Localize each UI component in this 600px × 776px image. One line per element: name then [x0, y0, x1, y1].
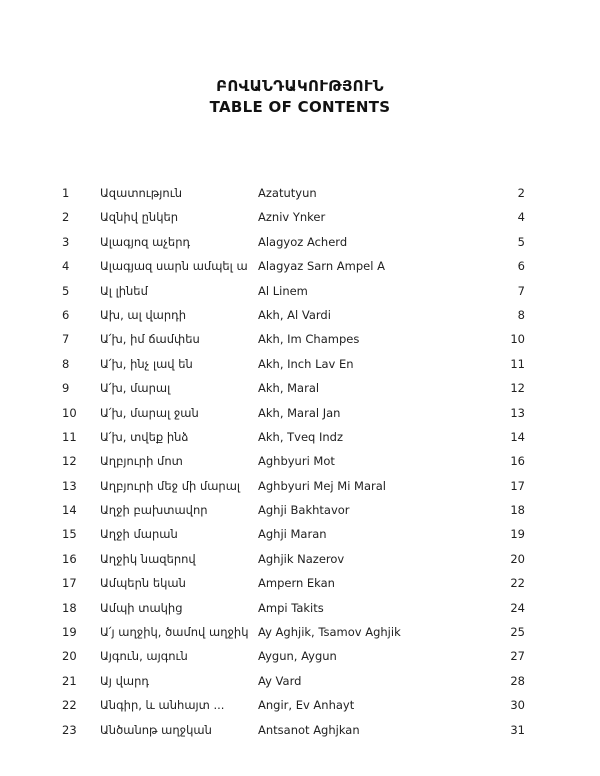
entry-number: 17 — [62, 576, 77, 591]
entry-number: 18 — [62, 600, 77, 615]
entry-title-transliteration: Akh, Maral Jan — [258, 405, 341, 420]
toc-entry-row — [62, 479, 525, 503]
entry-page-number: 18 — [510, 503, 525, 518]
entry-number: 8 — [62, 356, 70, 371]
entry-title-transliteration: Ay Vard — [258, 673, 302, 688]
entry-page-number: 10 — [510, 332, 525, 347]
entry-page-number: 6 — [517, 259, 525, 274]
toc-entry-row — [62, 357, 525, 381]
entry-title-transliteration: Aghbyuri Mej Mi Maral — [258, 478, 386, 493]
entry-number: 22 — [62, 698, 77, 713]
entry-number: 5 — [62, 283, 70, 298]
entry-page-number: 11 — [510, 356, 525, 371]
toc-entry-row — [62, 430, 525, 454]
entry-title-armenian: Այ վարդ — [100, 673, 149, 688]
entry-title-transliteration: Ay Aghjik, Tsamov Aghjik — [258, 625, 401, 640]
entry-title-armenian: Ա՛խ, ինչ լավ են — [100, 356, 193, 371]
entry-page-number: 4 — [517, 210, 525, 225]
entry-title-transliteration: Aghjik Nazerov — [258, 551, 345, 566]
entry-title-armenian: Ա՛խ, մարալ — [100, 381, 171, 396]
entry-title-transliteration: Alagyoz Acherd — [258, 234, 348, 249]
entry-number: 3 — [62, 234, 70, 249]
entry-title-armenian: Աղջի բախտավոր — [100, 503, 208, 518]
entry-title-armenian: Ազատություն — [100, 186, 182, 200]
entry-page-number: 19 — [510, 527, 525, 542]
entry-title-armenian: Ամպերն եկան — [100, 576, 186, 591]
entry-title-armenian: Ալագյազ սարն ամպել ա — [100, 259, 248, 274]
entry-title-transliteration: Angir, Ev Anhayt — [258, 698, 355, 713]
entry-number: 6 — [62, 307, 70, 322]
entry-number: 4 — [62, 259, 70, 274]
entry-title-armenian: Ազնիվ ընկեր — [100, 210, 179, 225]
toc-entry-row — [62, 674, 525, 698]
entry-page-number: 13 — [510, 405, 525, 420]
toc-entry-row — [62, 576, 525, 600]
toc-entry-row — [62, 332, 525, 356]
toc-entry-row — [62, 552, 525, 576]
entry-title-armenian: Անծանոթ աղջկան — [100, 722, 212, 737]
entry-number: 14 — [62, 503, 77, 518]
entry-title-transliteration: Akh, Al Vardi — [258, 307, 331, 322]
entry-title-transliteration: Aghji Bakhtavor — [258, 503, 350, 518]
entry-page-number: 12 — [510, 381, 525, 396]
toc-list — [62, 186, 525, 747]
toc-entry-row — [62, 186, 525, 210]
entry-page-number: 16 — [510, 454, 525, 469]
entry-title-armenian: Ա՛խ, մարալ ջան — [100, 405, 199, 420]
toc-title-english: TABLE OF CONTENTS — [209, 98, 391, 116]
entry-number: 19 — [62, 625, 77, 640]
entry-title-armenian: Աղբյուրի մեջ մի մարալ — [100, 478, 241, 493]
entry-page-number: 8 — [517, 307, 525, 322]
entry-number: 11 — [62, 429, 77, 444]
entry-title-armenian: Անգիր, և անհայտ ... — [100, 698, 225, 713]
entry-title-transliteration: Akh, Im Champes — [258, 332, 360, 347]
entry-page-number: 30 — [510, 698, 525, 713]
toc-entry-row — [62, 625, 525, 649]
entry-title-transliteration: Akh, Tveq Indz — [258, 429, 344, 444]
toc-header — [0, 76, 600, 118]
toc-entry-row — [62, 649, 525, 673]
entry-page-number: 31 — [510, 722, 525, 737]
entry-title-armenian: Այգուն, այգուն — [100, 649, 188, 664]
toc-entry-row — [62, 284, 525, 308]
toc-title-armenian: ԲՈՎԱՆԴԱԿՈՒԹՅՈՒՆ — [216, 77, 384, 95]
toc-entry-row — [62, 259, 525, 283]
entry-title-armenian: Ալ լինեմ — [100, 283, 148, 298]
entry-page-number: 24 — [510, 600, 525, 615]
toc-entry-row — [62, 527, 525, 551]
entry-title-armenian: Ա՛խ, տվեք ինձ — [100, 429, 189, 444]
entry-title-transliteration: Ampern Ekan — [258, 576, 335, 591]
entry-page-number: 5 — [517, 234, 525, 249]
entry-title-transliteration: Aghbyuri Mot — [258, 454, 335, 469]
entry-title-armenian: Աղբյուրի մոտ — [100, 454, 183, 469]
entry-page-number: 7 — [517, 283, 525, 298]
toc-entry-row — [62, 210, 525, 234]
entry-title-transliteration: Al Linem — [258, 283, 308, 298]
entry-page-number: 20 — [510, 551, 525, 566]
entry-number: 9 — [62, 381, 70, 396]
toc-entry-row — [62, 601, 525, 625]
entry-number: 1 — [62, 186, 70, 200]
toc-entry-row — [62, 698, 525, 722]
entry-title-transliteration: Antsanot Aghjkan — [258, 722, 360, 737]
entry-page-number: 17 — [510, 478, 525, 493]
entry-number: 16 — [62, 551, 77, 566]
toc-entry-row — [62, 406, 525, 430]
entry-title-transliteration: Akh, Inch Lav En — [258, 356, 354, 371]
entry-number: 10 — [62, 405, 77, 420]
entry-number: 21 — [62, 673, 77, 688]
toc-entry-row — [62, 381, 525, 405]
entry-page-number: 25 — [510, 625, 525, 640]
entry-title-armenian: Ամպի տակից — [100, 600, 183, 615]
entry-title-transliteration: Aygun, Aygun — [258, 649, 337, 664]
entry-title-armenian: Աղջիկ նազերով — [100, 551, 196, 566]
entry-title-transliteration: Akh, Maral — [258, 381, 320, 396]
entry-number: 13 — [62, 478, 77, 493]
entry-title-armenian: Ա՛խ, իմ ճամփես — [100, 332, 200, 347]
entry-title-armenian: Աղջի մարան — [100, 527, 178, 542]
entry-title-armenian: Ա՛յ աղջիկ, ծամով աղջիկ — [100, 625, 249, 640]
entry-title-armenian: Ախ, ալ վարդի — [100, 307, 187, 322]
toc-entry-row — [62, 503, 525, 527]
entry-title-transliteration: Azniv Ynker — [258, 210, 326, 225]
entry-number: 7 — [62, 332, 70, 347]
entry-page-number: 14 — [510, 429, 525, 444]
entry-title-transliteration: Alagyaz Sarn Ampel A — [258, 259, 385, 274]
entry-number: 20 — [62, 649, 77, 664]
entry-page-number: 2 — [517, 186, 525, 200]
entry-number: 2 — [62, 210, 70, 225]
entry-title-armenian: Ալագյոզ աչերդ — [100, 234, 191, 249]
entry-number: 12 — [62, 454, 77, 469]
entry-number: 23 — [62, 722, 77, 737]
toc-entry-row — [62, 723, 525, 747]
entry-page-number: 27 — [510, 649, 525, 664]
entry-page-number: 22 — [510, 576, 525, 591]
toc-entry-row — [62, 308, 525, 332]
entry-title-transliteration: Ampi Takits — [258, 600, 324, 615]
entry-title-transliteration: Azatutyun — [258, 186, 317, 200]
entry-page-number: 28 — [510, 673, 525, 688]
entry-number: 15 — [62, 527, 77, 542]
entry-title-transliteration: Aghji Maran — [258, 527, 327, 542]
toc-entry-row — [62, 454, 525, 478]
toc-entry-row — [62, 235, 525, 259]
